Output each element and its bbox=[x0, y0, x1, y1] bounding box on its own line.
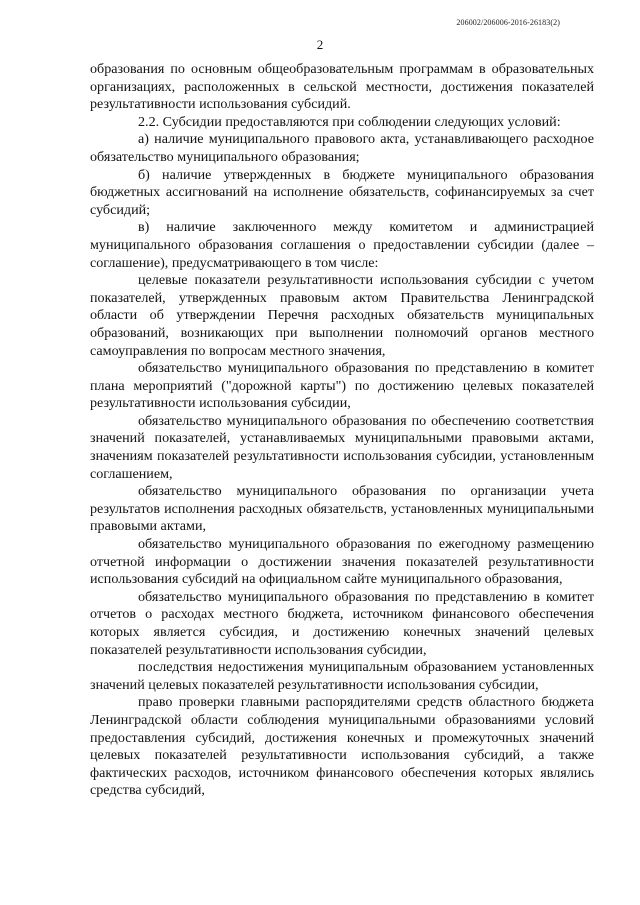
paragraph-condition-v: в) наличие заключенного между комитетом и администрацией муниципального образования соглашения о предоставлении субсидии (далее – соглашение), предусматривающего в том числе: bbox=[90, 219, 594, 271]
paragraph-section-2-2: 2.2. Субсидии предоставляются при соблюдении следующих условий: bbox=[138, 113, 561, 130]
paragraph-obligation-accounting: обязательство муниципального образования по организации учета результатов исполнения расходных обязательств, установленных муниципальными правовыми актами, bbox=[90, 483, 594, 535]
paragraph-condition-a: а) наличие муниципального правового акта, устанавливающего расходное обязательство муниципального образования; bbox=[90, 131, 594, 165]
document-code: 206002/206006-2016-26183(2) bbox=[456, 18, 560, 27]
paragraph-obligation-roadmap: обязательство муниципального образования по представлению в комитет плана мероприятий ("дорожной карты") по достижению целевых показателей результативности использования субсидии, bbox=[90, 360, 594, 412]
paragraph-obligation-values: обязательство муниципального образования по обеспечению соответствия значений показателей, устанавливаемых муниципальными правовыми актами, значениям показателей результативности использования субсидии, установленным соглашением, bbox=[90, 412, 594, 482]
paragraph-obligation-reports: обязательство муниципального образования по представлению в комитет отчетов о расходах местного бюджета, источником финансового обеспечения которых является субсидия, и достижению конечных значений целевых показателей результативности использования субсидии, bbox=[90, 588, 594, 658]
paragraph-condition-b: б) наличие утвержденных в бюджете муниципального образования бюджетных ассигнований на исполнение обязательств, софинансируемых за счет субсидий; bbox=[90, 166, 594, 218]
paragraph-obligation-publishing: обязательство муниципального образования по ежегодному размещению отчетной информации о достижении значения показателей результативности использования субсидий на официальном сайте муниципального образования, bbox=[90, 536, 594, 588]
paragraph-target-indicators: целевые показатели результативности использования субсидии с учетом показателей, утвержденных правовым актом Правительства Ленинградской области об утверждении Перечня расходных обязательств муниципальных образований, возникающих при выполнении полномочий органов местного самоуправления по вопросам местного значения, bbox=[90, 272, 594, 359]
paragraph-audit-right: право проверки главными распорядителями средств областного бюджета Ленинградской области соблюдения муниципальными образованиями условий предоставления субсидий, достижения конечных и промежуточных значений целевых показателей результативности использования субсидий, а также фактических расходов, источником финансового обеспечения которых являлись средства субсидий, bbox=[90, 694, 594, 799]
page-number: 2 bbox=[316, 37, 324, 52]
paragraph-consequences: последствия недостижения муниципальным образованием установленных значений целевых показателей результативности использования субсидии, bbox=[90, 659, 594, 693]
paragraph-continuation: образования по основным общеобразовательным программам в образовательных организациях, расположенных в сельской местности, достижения показателей результативности использования субсидий. bbox=[90, 61, 594, 113]
document-body bbox=[90, 61, 594, 800]
